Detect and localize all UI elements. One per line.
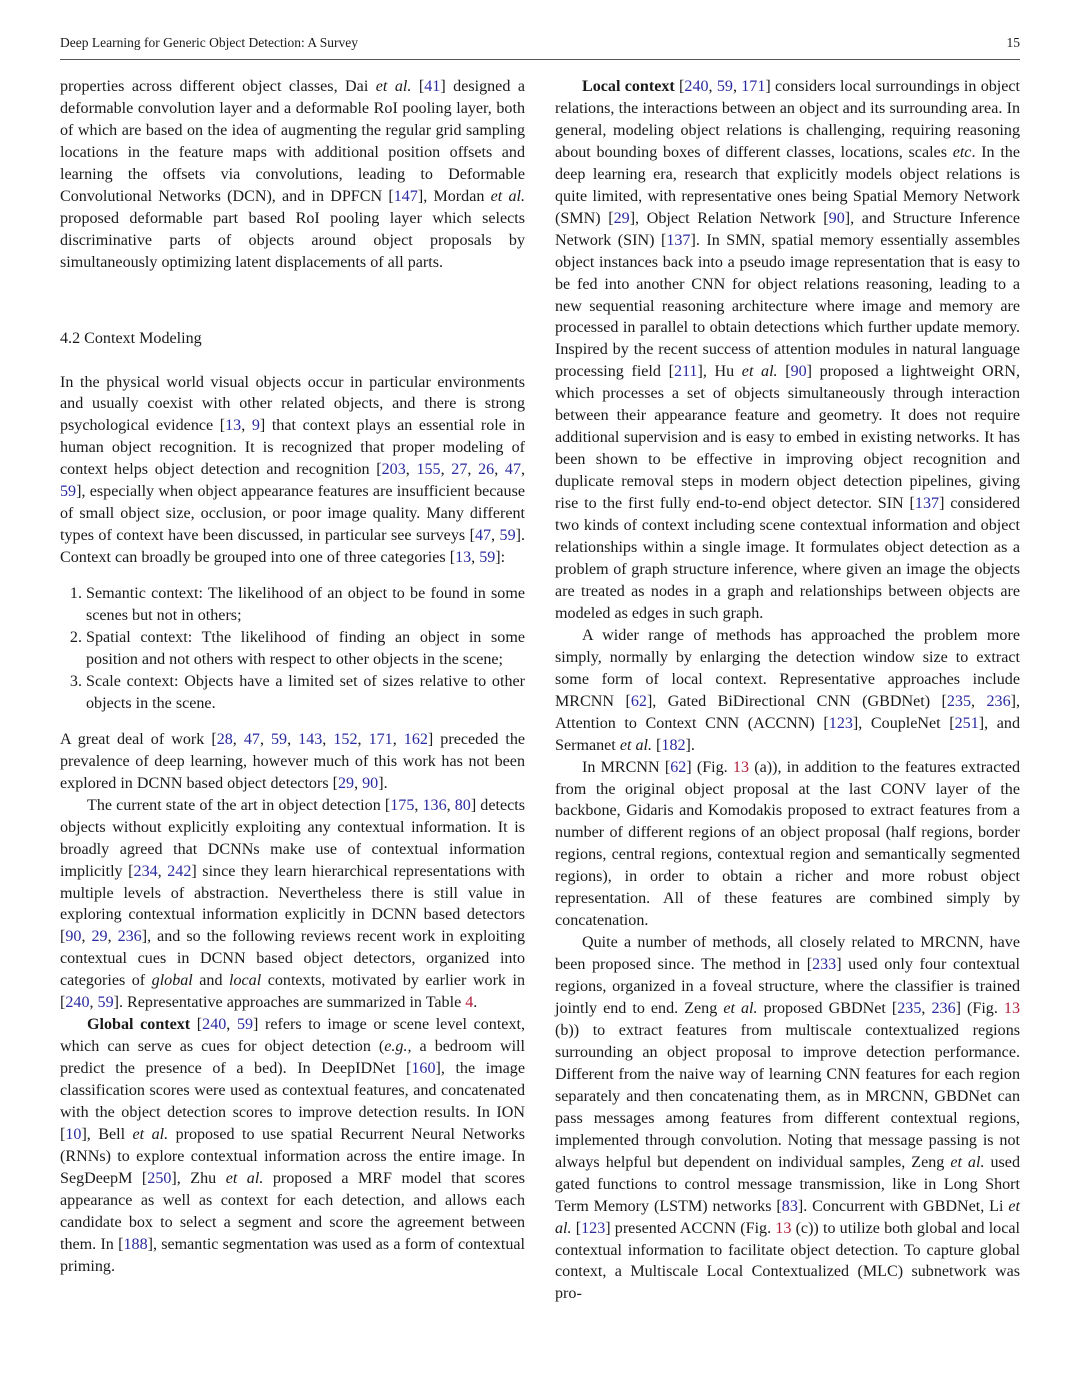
citation-link[interactable]: 29 bbox=[91, 928, 108, 946]
citation-link[interactable]: 236 bbox=[117, 928, 142, 946]
citation-link[interactable]: 90 bbox=[362, 774, 379, 792]
citation-link[interactable]: 155 bbox=[416, 461, 441, 479]
citation-link[interactable]: 80 bbox=[454, 796, 471, 814]
citation-link[interactable]: 59 bbox=[236, 1016, 254, 1034]
citation-link[interactable]: 123 bbox=[828, 714, 853, 732]
section-heading: 4.2 Context Modeling bbox=[60, 329, 202, 347]
paragraph-current-state: The current state of the art in object detection [175, 136, 80] detects objects without explicitly exploiting any contextual information. It is broadly agreed that DCNNs make use of contextual information implicitly [234, 242] since they learn hierarchical representations with multiple levels of abstraction. Nevertheless there is still value in exploring contextual information explicitly in DCNN based detectors [90, 29, 236], and so the following reviews recent work in exploiting contextual cues in DCNN based object detectors, organized into categories of global and local contexts, motivated by earlier work in [240, 59]. Representative approaches are summarized in Table 4. bbox=[60, 796, 526, 1012]
citation-link[interactable]: 236 bbox=[986, 692, 1011, 710]
citation-link[interactable]: 13 bbox=[225, 417, 242, 435]
figure-reference-link[interactable]: 13 bbox=[732, 758, 750, 776]
citation-link[interactable]: 137 bbox=[914, 495, 940, 513]
page-number: 15 bbox=[1006, 35, 1020, 50]
citation-link[interactable]: 211 bbox=[673, 363, 698, 381]
citation-link[interactable]: 236 bbox=[931, 1000, 956, 1018]
citation-link[interactable]: 171 bbox=[741, 78, 766, 95]
citation-link[interactable]: 47 bbox=[504, 461, 521, 479]
citation-link[interactable]: 160 bbox=[411, 1060, 436, 1078]
paragraph-context-intro: In the physical world visual objects occur in particular environments and usually coexist with other related objects, and there is strong psychological evidence [13, 9] that context plays an essential role in human object recognition. It is recognized that proper modeling of context helps object detection and recognition [203, 155, 27, 26, 47, 59], especially when object appearance features are insufficient because of small object size, occlusion, or poor image quality. Many different types of context have been discussed, in particular see surveys [47, 59]. Context can broadly be grouped into one of three categories [13, 59]: bbox=[60, 373, 526, 567]
citation-link[interactable]: 10 bbox=[65, 1125, 82, 1143]
context-categories-list bbox=[60, 583, 525, 715]
list-item: 1. Semantic context: The likelihood of an object to be found in some scenes but not in others; bbox=[86, 583, 525, 627]
citation-link[interactable]: 250 bbox=[147, 1169, 172, 1187]
citation-link[interactable]: 59 bbox=[499, 527, 516, 545]
citation-link[interactable]: 62 bbox=[670, 758, 687, 776]
citation-link[interactable]: 90 bbox=[828, 209, 845, 227]
citation-link[interactable]: 59 bbox=[716, 78, 733, 95]
running-header bbox=[60, 33, 1020, 60]
citation-link[interactable]: 123 bbox=[581, 1219, 606, 1237]
citation-link[interactable]: 13 bbox=[455, 549, 472, 567]
citation-link[interactable]: 29 bbox=[613, 209, 630, 227]
citation-link[interactable]: 240 bbox=[202, 1016, 227, 1034]
citation-link[interactable]: 29 bbox=[337, 774, 355, 792]
citation-link[interactable]: 188 bbox=[123, 1235, 148, 1253]
citation-link[interactable]: 242 bbox=[167, 862, 192, 880]
citation-link[interactable]: 136 bbox=[422, 796, 447, 814]
citation-link[interactable]: 47 bbox=[243, 730, 260, 748]
citation-link[interactable]: 182 bbox=[661, 736, 686, 754]
citation-link[interactable]: 235 bbox=[946, 692, 971, 710]
citation-link[interactable]: 203 bbox=[381, 461, 406, 479]
table-reference-link[interactable]: 4 bbox=[465, 994, 474, 1012]
citation-link[interactable]: 233 bbox=[812, 956, 837, 974]
citation-link[interactable]: 26 bbox=[478, 461, 495, 479]
citation-link[interactable]: 59 bbox=[60, 483, 77, 501]
paragraph-related-methods: Quite a number of methods, all closely related to MRCNN, have been proposed since. The method in [233] used only four contextual regions, organized in a foveal structure, where the classifier is trained jointly end to end. Zeng et al. proposed GBDNet [235, 236] (Fig. 13 (b)) to extract features from multiscale contextualized regions surrounding an object proposal to improve detection performance. Different from the naive way of learning CNN features for each region separately and then concatenating them, as in MRCNN, GBDNet can pass messages among features from different contextual regions, implemented through convolution. Noting that message passing is not always helpful but dependent on individual samples, Zeng et al. used gated functions to control message transmission, like in Long Short Term Memory (LSTM) networks [83]. Concurrent with GBDNet, Li et al. [123] presented ACCNN (Fig. 13 (c)) to utilize both global and local contextual information to facilitate object detection. To capture global context, a Multiscale Local Contextualized (MLC) subnetwork was pro- bbox=[555, 934, 1020, 1303]
citation-link[interactable]: 59 bbox=[479, 549, 496, 567]
paragraph-deformable: properties across different object classes, Dai et al. [41] designed a deformable convolution layer and a deformable RoI pooling layer, both of which are based on the idea of augmenting the regular grid sampling locations in the feature maps with additional position offsets and learning the offsets via convolutions, leading to Deformable Convolutional Networks (DCN), and in DPFCN [147], Mordan et al. proposed deformable part based RoI pooling layer which selects discriminative parts of objects around object proposals by simultaneously optimizing latent displacements of all parts. bbox=[60, 78, 525, 271]
figure-reference-link[interactable]: 13 bbox=[775, 1219, 792, 1237]
paragraph-wider-range: A wider range of methods has approached the problem more simply, normally by enlarging the detection window size to extract some form of local context. Representative approaches include MRCNN [62], Gated BiDirectional CNN (GBDNet) [235, 236], Attention to Context CNN (ACCNN) [123], CoupleNet [251], and Sermanet et al. [182]. bbox=[555, 626, 1021, 754]
citation-link[interactable]: 240 bbox=[65, 994, 90, 1012]
citation-link[interactable]: 162 bbox=[403, 730, 428, 748]
citation-link[interactable]: 59 bbox=[271, 730, 288, 748]
citation-link[interactable]: 235 bbox=[897, 1000, 922, 1018]
citation-link[interactable]: 27 bbox=[451, 461, 468, 479]
citation-link[interactable]: 62 bbox=[630, 692, 647, 710]
citation-link[interactable]: 90 bbox=[65, 928, 82, 946]
running-title: Deep Learning for Generic Object Detection: A Survey bbox=[60, 35, 359, 50]
list-item: 2. Spatial context: Tthe likelihood of finding an object in some position and not others with respect to other objects in the scene; bbox=[86, 627, 525, 671]
list-item: 3. Scale context: Objects have a limited set of sizes relative to other objects in the scene. bbox=[86, 671, 525, 715]
paragraph-local-context: Local context [240, 59, 171] considers local surroundings in object relations, the interactions between an object and its surrounding area. In general, modeling object relations is challenging, requiring reasoning about bounding boxes of different classes, locations, scales etc. In the deep learning era, research that explicitly models object relations is quite limited, with representative ones being Spatial Memory Network (SMN) [29], Object Relation Network [90], and Structure Inference Network (SIN) [137]. In SMN, spatial memory essentially assembles object instances back into a pseudo image representation that is easy to be fed into another CNN for object relations reasoning, leading to a new sequential reasoning architecture where image and memory are processed in parallel to obtain detections which further update memory. Inspired by the recent success of attention modules in natural language processing field [211], Hu et al. [90] proposed a lightweight ORN, which processes a set of objects simultaneously through interaction between their appearance feature and geometry. It does not require additional supervision and is easy to embed in existing networks. It has been shown to be effective in improving object recognition and duplicate removal steps in modern object detection pipelines, giving rise to the first fully end-to-end object detector. SIN [137] considered two kinds of context including scene contextual information and object relationships within a single image. It formulates object detection as a problem of graph structure inference, where given an image the objects are treated as nodes in a graph and relationships between objects are modeled as edges in such graph. bbox=[555, 78, 1021, 622]
citation-link[interactable]: 9 bbox=[251, 417, 260, 435]
left-column bbox=[60, 76, 525, 1278]
citation-link[interactable]: 175 bbox=[390, 796, 415, 814]
citation-link[interactable]: 41 bbox=[424, 78, 441, 95]
figure-reference-link[interactable]: 13 bbox=[1003, 1000, 1020, 1018]
citation-link[interactable]: 251 bbox=[954, 714, 979, 732]
right-column bbox=[555, 76, 1020, 1305]
citation-link[interactable]: 28 bbox=[216, 730, 233, 748]
citation-link[interactable]: 137 bbox=[666, 231, 691, 249]
citation-link[interactable]: 147 bbox=[393, 187, 418, 205]
citation-link[interactable]: 143 bbox=[298, 730, 323, 748]
citation-link[interactable]: 90 bbox=[790, 363, 807, 381]
citation-link[interactable]: 234 bbox=[133, 862, 158, 880]
citation-link[interactable]: 240 bbox=[684, 78, 709, 95]
citation-link[interactable]: 152 bbox=[333, 730, 358, 748]
citation-link[interactable]: 59 bbox=[97, 994, 114, 1012]
paragraph-global-context: Global context [240, 59] refers to image or scene level context, which can serve as cues for object detection (e.g., a bedroom will predict the presence of a bed). In DeepIDNet [160], the image classification scores were used as contextual features, and concatenated with the object detection scores to improve detection results. In ION [10], Bell et al. proposed to use spatial Recurrent Neural Networks (RNNs) to explore contextual information across the entire image. In SegDeepM [250], Zhu et al. proposed a MRF model that scores appearance as well as context for each detection, and allows each candidate box to select a segment and score the agreement between them. In [188], semantic segmentation was used as a form of contextual priming. bbox=[60, 1016, 526, 1275]
citation-link[interactable]: 83 bbox=[781, 1197, 798, 1215]
paragraph-mrcnn: In MRCNN [62] (Fig. 13 (a)), in addition to the features extracted from the original object proposal at the last CONV layer of the backbone, Gidaris and Komodakis proposed to extract features from a number of different regions of an object proposal (half regions, border regions, central regions, contextual region and semantically segmented regions), in order to obtain a richer and more robust object representation. All of these features are combined simply by concatenation. bbox=[555, 758, 1021, 930]
paragraph-prior-work: A great deal of work [28, 47, 59, 143, 152, 171, 162] preceded the prevalence of deep learning, however much of this work has not been explored in DCNN based object detectors [29, 90]. bbox=[60, 730, 526, 792]
citation-link[interactable]: 47 bbox=[474, 527, 492, 545]
citation-link[interactable]: 171 bbox=[368, 730, 393, 748]
